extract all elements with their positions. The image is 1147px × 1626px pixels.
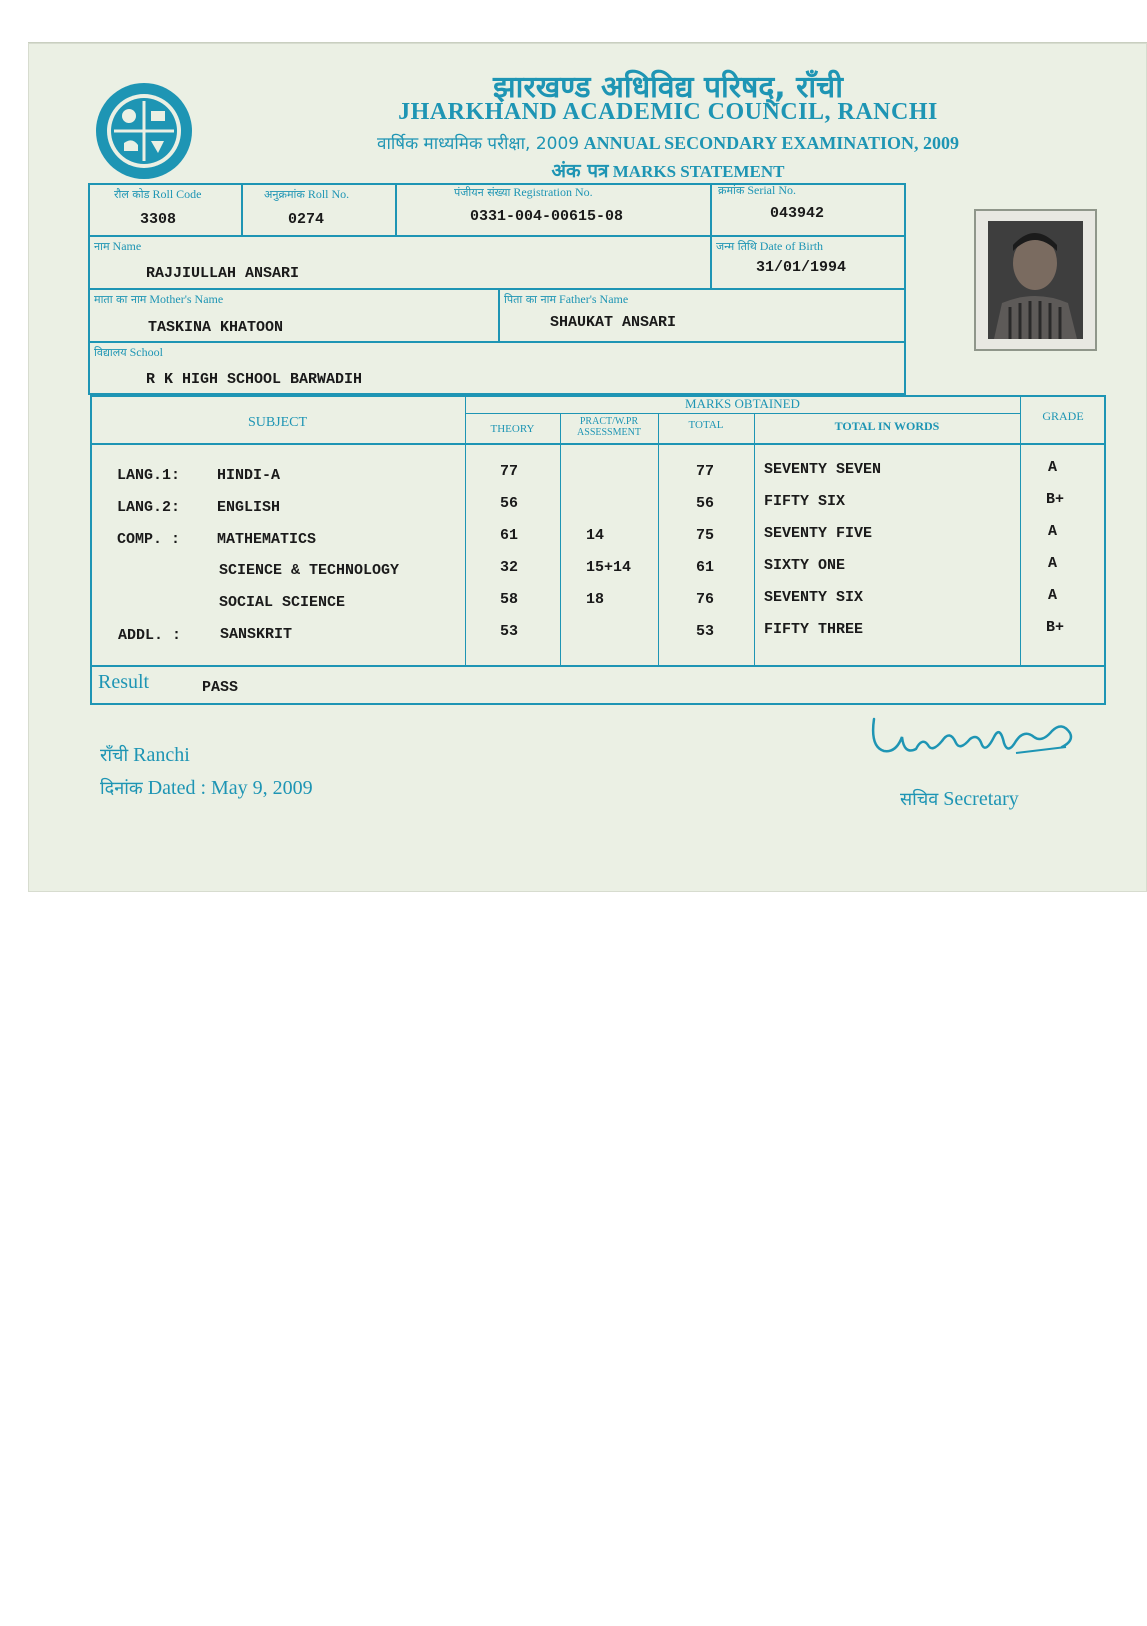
row-total-words: FIFTY SIX <box>764 493 846 510</box>
row-total: 77 <box>696 463 715 480</box>
marks-statement-sheet <box>28 42 1147 892</box>
row-practical: 14 <box>586 527 605 544</box>
dated-english: Dated : May 9, 2009 <box>147 777 313 799</box>
row-practical: 15+14 <box>586 559 632 576</box>
place-line <box>100 743 190 767</box>
row-total-words: SEVENTY FIVE <box>764 525 873 542</box>
subject-header: SUBJECT <box>247 415 308 430</box>
roll-code-label: रौल कोड Roll Code <box>114 187 202 201</box>
row-subject: ENGLISH <box>217 499 281 516</box>
council-title-hindi: झारखण्ड अधिविद्य परिषद्, राँची <box>493 70 843 105</box>
exam-title <box>218 131 1118 154</box>
row-total: 53 <box>696 623 715 640</box>
row-theory: 56 <box>500 495 519 512</box>
student-photo <box>974 209 1097 351</box>
school-value: R K HIGH SCHOOL BARWADIH <box>146 371 363 388</box>
place-english: Ranchi <box>133 744 190 766</box>
row-practical: 18 <box>586 591 605 608</box>
row-theory: 58 <box>500 591 519 608</box>
dob-value: 31/01/1994 <box>756 259 847 276</box>
mother-name-label: माता का नाम Mother's Name <box>94 292 224 306</box>
statement-title <box>218 157 1118 183</box>
serial-no-value: 043942 <box>770 205 825 222</box>
row-category: COMP. : <box>117 531 181 548</box>
row-subject: MATHEMATICS <box>217 531 317 548</box>
dob-label: जन्म तिथि Date of Birth <box>716 239 824 253</box>
roll-no-value: 0274 <box>288 211 325 228</box>
name-label: नाम Name <box>94 239 142 253</box>
date-line <box>100 776 313 800</box>
serial-no-label: क्रमांक Serial No. <box>718 183 796 197</box>
row-total-words: SIXTY ONE <box>764 557 846 574</box>
row-category: ADDL. : <box>118 627 182 644</box>
dated-hindi: दिनांक <box>100 778 143 799</box>
statement-title-hindi: अंक पत्र <box>551 160 609 182</box>
row-total: 75 <box>696 527 715 544</box>
row-theory: 77 <box>500 463 519 480</box>
practical-header: PRACT/W.PR ASSESSMENT <box>577 416 641 438</box>
secretary-english: Secretary <box>943 788 1019 810</box>
student-name-value: RAJJIULLAH ANSARI <box>146 265 300 282</box>
secretary-hindi: सचिव <box>900 789 939 810</box>
row-subject: SCIENCE & TECHNOLOGY <box>219 562 400 579</box>
registration-label: पंजीयन संख्या Registration No. <box>454 185 593 199</box>
father-name-value: SHAUKAT ANSARI <box>550 314 677 331</box>
row-grade: A <box>1048 523 1058 540</box>
council-emblem-icon <box>94 81 194 181</box>
row-subject: SANSKRIT <box>220 626 293 643</box>
row-category: LANG.2: <box>117 499 181 516</box>
result-value: PASS <box>202 679 239 696</box>
secretary-signature <box>866 707 1086 787</box>
row-theory: 32 <box>500 559 519 576</box>
marks-obtained-header: MARKS OBTAINED <box>685 396 800 411</box>
row-subject: SOCIAL SCIENCE <box>219 594 346 611</box>
council-title-english: JHARKHAND ACADEMIC COUNCIL, RANCHI <box>398 99 938 125</box>
place-hindi: राँची <box>100 745 129 766</box>
exam-title-english: ANNUAL SECONDARY EXAMINATION, 2009 <box>583 133 959 153</box>
row-subject: HINDI-A <box>217 467 281 484</box>
exam-title-hindi: वार्षिक माध्यमिक परीक्षा, 2009 <box>377 134 580 154</box>
row-grade: A <box>1048 555 1058 572</box>
row-grade: B+ <box>1046 619 1065 636</box>
row-theory: 61 <box>500 527 519 544</box>
mother-name-value: TASKINA KHATOON <box>148 319 284 336</box>
secretary-line <box>900 787 1019 811</box>
roll-no-label: अनुक्रमांक Roll No. <box>264 187 350 201</box>
row-theory: 53 <box>500 623 519 640</box>
school-label: विद्यालय School <box>94 345 163 359</box>
result-label: Result <box>98 671 150 693</box>
total-header: TOTAL <box>688 419 724 431</box>
row-total: 61 <box>696 559 715 576</box>
row-total-words: SEVENTY SEVEN <box>764 461 882 478</box>
row-grade: B+ <box>1046 491 1065 508</box>
grade-header: GRADE <box>1042 409 1084 423</box>
marks-table <box>90 395 1106 705</box>
theory-header: THEORY <box>490 423 535 435</box>
row-total: 56 <box>696 495 715 512</box>
statement-title-english: MARKS STATEMENT <box>612 162 785 181</box>
row-category: LANG.1: <box>117 467 181 484</box>
row-total-words: FIFTY THREE <box>764 621 864 638</box>
row-grade: A <box>1048 459 1058 476</box>
row-grade: A <box>1048 587 1058 604</box>
roll-code-value: 3308 <box>140 211 177 228</box>
father-name-label: पिता का नाम Father's Name <box>504 292 629 306</box>
total-in-words-header: TOTAL IN WORDS <box>834 419 940 433</box>
row-total: 76 <box>696 591 715 608</box>
registration-value: 0331-004-00615-08 <box>470 208 624 225</box>
row-total-words: SEVENTY SIX <box>764 589 864 606</box>
